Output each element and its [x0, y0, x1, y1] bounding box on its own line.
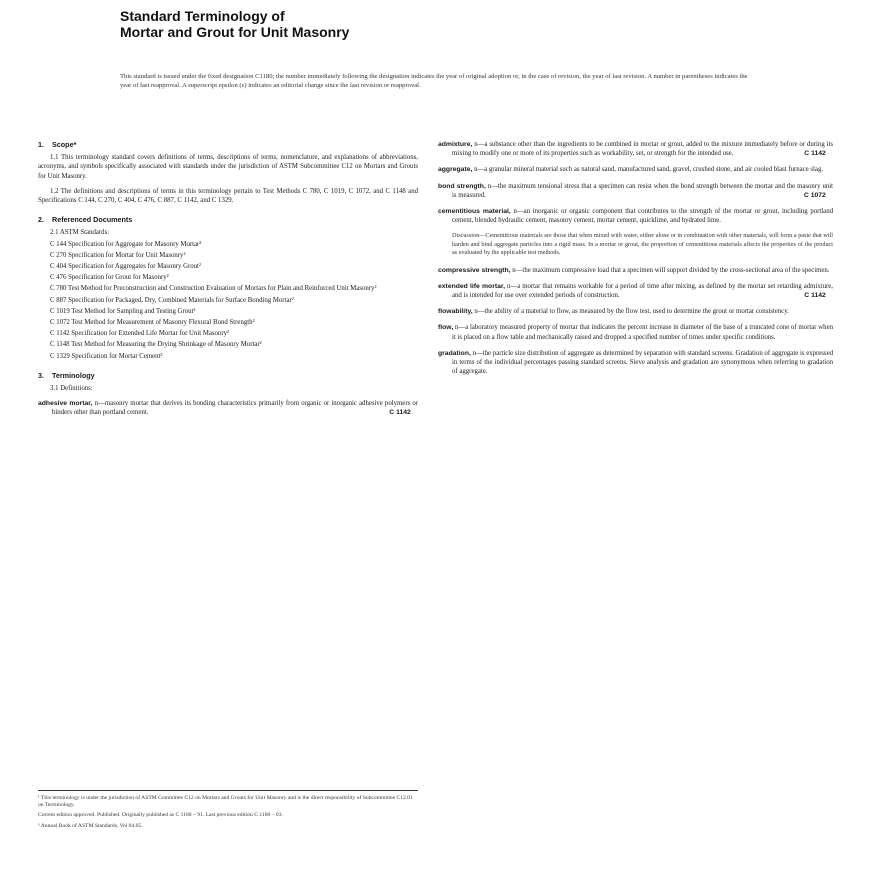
term-entry: [438, 266, 833, 275]
term-name: aggregate,: [438, 166, 473, 174]
term-definition: n—a mortar that remains workable for a period of time after mixing, as defined by the mortar set retarding admixture, and is intended for use over extended periods of construction.: [452, 282, 833, 300]
term-entry: [38, 399, 418, 417]
term-entry: [438, 165, 833, 174]
term-entry: [438, 140, 833, 158]
footnotes: [38, 790, 418, 833]
reference-item: C 1072 Test Method for Measurement of Masonry Flexural Bond Strength²: [50, 319, 255, 327]
reference-item: C 1142 Specification for Extended Life Mortar for Unit Masonry²: [50, 330, 230, 338]
term-name: extended life mortar,: [438, 282, 506, 290]
reference-item: C 1148 Test Method for Measuring the Drying Shrinkage of Masonry Mortar²: [50, 341, 262, 349]
designation-notice: This standard is issued under the fixed designation C1180; the number immediately following the designation indicates the year of original adoption or, in the case of revision, the year of last revision. A number in parentheses indicates the year of last reapproval. A superscript epsilon (ε) indicates an editorial change since the last revision or reapproval.: [120, 73, 748, 89]
reference-item: C 476 Specification for Grout for Masonry²: [50, 274, 169, 282]
term-name: flowability,: [438, 308, 473, 316]
term-name: flow,: [438, 324, 454, 332]
term-entry: [438, 207, 833, 225]
term-name: admixture,: [438, 141, 473, 148]
term-definition: n—the maximum tensional stress that a specimen can resist when the bond strength between the mortar and the masonry unit is measured.: [452, 182, 834, 199]
term-entry: [438, 323, 833, 341]
term-definition: n—a granular mineral material such as natural sand, manufactured sand, gravel, crushed stone, and air cooled blast furnace slag.: [474, 166, 824, 174]
term-definition: n—a laboratory measured property of mortar that indicates the percent increase in diameter of the base of a truncated cone of mortar when it is placed on a flow table and mechanically raised and dropped a specified number of times under specific conditions.: [452, 324, 833, 341]
term-definition: n—the ability of a material to flow, as measured by the flow test, used to determine the grout or mortar consistency.: [474, 308, 789, 316]
section-title: Scope*: [52, 140, 77, 149]
term-name: adhesive mortar,: [38, 400, 93, 408]
reference-item: C 404 Specification for Aggregates for Masonry Grout²: [50, 263, 201, 271]
reference-item: 2.1 ASTM Standards:: [50, 229, 110, 237]
term-name: cementitious material,: [438, 208, 511, 216]
title-line-2: Mortar and Grout for Unit Masonry: [120, 24, 350, 40]
term-name: gradation,: [438, 349, 471, 357]
term-standard-ref: C 1142: [804, 150, 826, 158]
left-column: [38, 140, 418, 425]
term-standard-ref: C 1142: [389, 409, 411, 417]
reference-item: C 1019 Test Method for Sampling and Testing Grout²: [50, 307, 196, 315]
section-heading-terminology: [38, 371, 418, 380]
reference-item: C 270 Specification for Mortar for Unit Masonry²: [50, 251, 186, 259]
section-heading-referenced-documents: [38, 215, 418, 224]
term-name: compressive strength,: [438, 266, 511, 274]
footnote: ² Annual Book of ASTM Standards, Vol 04.05.: [38, 822, 143, 829]
reference-item: C 887 Specification for Packaged, Dry, Combined Materials for Surface Bonding Mortar²: [50, 296, 294, 304]
term-entry: [438, 349, 833, 377]
section-title: Referenced Documents: [52, 215, 133, 225]
scope-paragraph-2: 1.2 The definitions and descriptions of terms in this terminology pertain to Test Methods C 780, C 1019, C 1072, and C 1148 and Specifications C 144, C 270, C 404, C 476, C 887, C 1142, and C 1329.: [38, 187, 418, 205]
term-definition: n—the maximum compressive load that a specimen will support divided by the cross-sectional area of the specimen.: [512, 266, 830, 274]
term-name: bond strength,: [438, 182, 486, 190]
reference-item: C 144 Specification for Aggregate for Masonry Mortar²: [50, 240, 202, 248]
scope-paragraph-1: 1.1 This terminology standard covers definitions of terms, descriptions of terms, nomenclature, and explanations of abbreviations, acronyms, and symbols specifically associated with standards under the jurisdiction of ASTM Subcommittee C12 on Mortars and Grouts for Unit Masonry.: [38, 154, 418, 180]
reference-item: C 780 Test Method for Preconstruction and Construction Evaluation of Mortars for Plain and Reinforced Unit Masonry²: [50, 285, 377, 293]
definitions-subheading: 3.1 Definitions:: [50, 385, 93, 393]
term-definition: n—masonry mortar that derives its bonding characteristics primarily from organic or inorganic adhesive polymers or binders other than portland cement.: [52, 400, 419, 417]
document-title: [120, 8, 349, 40]
term-definition: n—a substance other than the ingredients to be combined in mortar or grout, added to the mixture immediately before or during its mixing to modify one or more of its properties such as workability, set, or strength for the intended use.: [452, 141, 833, 158]
section-number: 1.: [38, 140, 44, 149]
section-title: Terminology: [52, 370, 95, 380]
footnote: ¹ This terminology is under the jurisdiction of ASTM Committee C12 on Mortars and Grouts for Unit Masonry and is the direct responsibility of Subcommittee C12.01 on Terminology.: [38, 795, 413, 809]
section-number: 2.: [38, 215, 44, 225]
term-entry: [438, 182, 833, 200]
term-entry: [438, 307, 833, 316]
section-heading-scope: [38, 140, 418, 149]
term-entry: [438, 282, 833, 300]
referenced-documents-list: [38, 228, 418, 360]
discussion-note: Discussion—Cementitious materials are those that when mixed with water, either alone or in combination with other materials, will form a paste that will harden and bind aggregate particles into a rigid mass. In a mortar or grout, the proportion of cementitious materials affects the properties of the product as evaluated by the applicable test methods.: [452, 232, 833, 257]
term-standard-ref: C 1072: [803, 191, 826, 199]
footnote: Current edition approved. Published. Originally published as C 1180 – 91. Last previous edition C 1180 – 03.: [38, 812, 283, 819]
section-number: 3.: [38, 370, 44, 380]
term-standard-ref: C 1142: [804, 292, 826, 300]
term-definition: n—the particle size distribution of aggregate as determined by separation with standard screens. Gradation of aggregate is expressed in terms of the individual percentages passing standard screens. Sieve analysis and gradation are synonymous when referring to gradation of aggregate.: [452, 349, 833, 376]
reference-item: C 1329 Specification for Mortar Cement²: [50, 352, 163, 360]
right-column: [438, 140, 833, 383]
term-definition: n—an inorganic or organic component that contributes to the strength of the mortar or grout, including portland cement, blended hydraulic cement, masonry cement, mortar cement, quicklime, and hydrated lime.: [452, 208, 833, 225]
title-line-1: Standard Terminology of: [120, 8, 285, 24]
